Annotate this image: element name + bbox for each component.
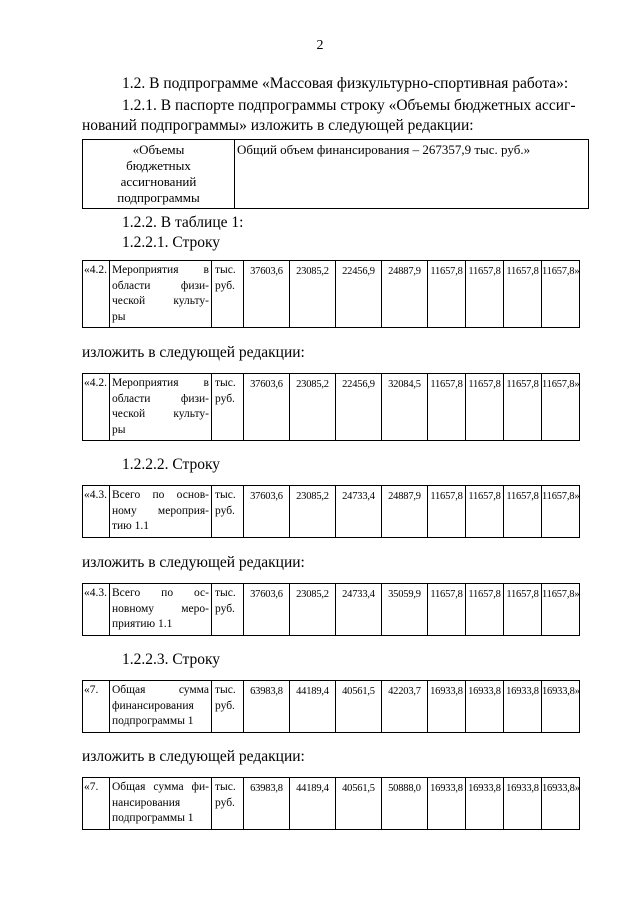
row-name-line: подпрограммы 1 (112, 715, 194, 727)
row-value-cell: 11657,8 (428, 486, 466, 538)
row-name-line: финансирования (112, 699, 194, 712)
row-value-cell: 63983,8 (244, 681, 290, 733)
row-code-cell: «4.2. (83, 374, 110, 441)
row-name-cell (110, 374, 212, 441)
row-name-line: подпрограммы 1 (112, 812, 194, 824)
row-unit-cell (212, 486, 244, 538)
row-name-line: области физи- (112, 392, 209, 405)
row-unit-cell (212, 584, 244, 636)
section-heading-1-2-2: 1.2.2. В таблице 1: (122, 214, 244, 231)
row-name-line: нансирования (112, 796, 181, 809)
row-unit-line: руб. (215, 392, 235, 405)
replace-instruction: изложить в следующей редакции: (82, 748, 305, 765)
passport-label-line: ассигнований (120, 174, 197, 189)
row-name-line: тию 1.1 (112, 520, 150, 532)
table-row (83, 374, 580, 441)
row-value-cell: 37603,6 (244, 261, 290, 328)
program-row-table (82, 777, 580, 830)
row-unit-cell (212, 374, 244, 441)
row-unit-line: тыс. (215, 489, 236, 501)
row-unit-line: тыс. (215, 587, 236, 599)
row-value-cell: 37603,6 (244, 584, 290, 636)
row-value-cell: 11657,8 (504, 374, 542, 441)
row-value-cell: 11657,8 (428, 261, 466, 328)
row-code-cell: «4.2. (83, 261, 110, 328)
row-name-line: Общая сумма фи- (112, 781, 209, 793)
row-unit-line: тыс. (215, 264, 236, 276)
row-value-cell: 23085,2 (290, 261, 336, 328)
program-row-table (82, 485, 580, 538)
row-name-line: Мероприятия в (112, 264, 209, 276)
row-code-cell: «7. (83, 778, 110, 830)
passport-table (82, 139, 589, 209)
table-row (83, 261, 580, 328)
row-name-line: ческой культу- (112, 295, 209, 307)
row-value-cell: 11657,8 (504, 261, 542, 328)
row-value-cell: 11657,8» (542, 584, 580, 636)
row-value-cell: 11657,8 (504, 486, 542, 538)
row-name-line: Всего по ос- (112, 587, 209, 599)
row-value-cell: 23085,2 (290, 584, 336, 636)
row-code-cell: «4.3. (83, 584, 110, 636)
row-value-cell: 40561,5 (336, 681, 382, 733)
row-unit-line: тыс. (215, 781, 236, 793)
page-number: 2 (316, 38, 324, 53)
row-value-cell: 50888,0 (382, 778, 428, 830)
row-name-line: Общая сумма (112, 684, 209, 696)
row-name-cell (110, 681, 212, 733)
row-unit-line: руб. (215, 602, 235, 615)
row-value-cell: 22456,9 (336, 261, 382, 328)
program-row-table (82, 373, 580, 441)
row-unit-line: тыс. (215, 377, 236, 389)
row-value-cell: 37603,6 (244, 486, 290, 538)
row-value-cell: 16933,8 (428, 778, 466, 830)
row-value-cell: 23085,2 (290, 486, 336, 538)
row-value-cell: 24887,9 (382, 486, 428, 538)
row-value-cell: 11657,8 (428, 374, 466, 441)
row-value-cell: 35059,9 (382, 584, 428, 636)
row-value-cell: 11657,8» (542, 261, 580, 328)
section-heading-1-2-1: 1.2.1. В паспорте подпрограммы строку «Объемы бюджетных ассиг- (122, 97, 576, 114)
passport-label-line: «Объемы (132, 142, 185, 157)
section-heading-1-2-2-2: 1.2.2.2. Строку (122, 456, 221, 473)
row-unit-line: руб. (215, 279, 235, 292)
row-value-cell: 24733,4 (336, 584, 382, 636)
replace-instruction: изложить в следующей редакции: (82, 554, 305, 571)
row-name-line: ческой культу- (112, 408, 209, 420)
row-name-line: ры (112, 310, 126, 323)
replace-instruction: изложить в следующей редакции: (82, 344, 305, 361)
row-unit-line: тыс. (215, 684, 236, 696)
row-name-cell (110, 778, 212, 830)
row-value-cell: 11657,8 (504, 584, 542, 636)
row-value-cell: 11657,8 (466, 261, 504, 328)
row-unit-line: руб. (215, 699, 235, 712)
row-name-line: ному мероприя- (112, 504, 209, 517)
row-unit-cell (212, 778, 244, 830)
row-value-cell: 11657,8» (542, 374, 580, 441)
row-name-line: Всего по основ- (112, 489, 209, 501)
row-value-cell: 16933,8 (466, 778, 504, 830)
row-unit-cell (212, 261, 244, 328)
program-row-table (82, 260, 580, 328)
row-value-cell: 44189,4 (290, 778, 336, 830)
row-name-line: приятию 1.1 (112, 618, 173, 630)
table-row (83, 681, 580, 733)
row-unit-cell (212, 681, 244, 733)
row-name-cell (110, 584, 212, 636)
row-name-cell (110, 486, 212, 538)
row-code-cell: «4.3. (83, 486, 110, 538)
row-value-cell: 16933,8 (428, 681, 466, 733)
table-row (83, 486, 580, 538)
row-unit-line: руб. (215, 796, 235, 809)
row-code-cell: «7. (83, 681, 110, 733)
row-value-cell: 37603,6 (244, 374, 290, 441)
row-name-line: новному меро- (112, 602, 209, 615)
row-unit-line: руб. (215, 504, 235, 517)
section-heading-1-2: 1.2. В подпрограмме «Массовая физкультурно-спортивная работа»: (122, 75, 569, 92)
table-row (83, 778, 580, 830)
row-value-cell: 23085,2 (290, 374, 336, 441)
row-value-cell: 44189,4 (290, 681, 336, 733)
row-value-cell: 11657,8 (466, 374, 504, 441)
passport-label-line: подпрограммы (117, 190, 200, 205)
row-value-cell: 16933,8 (466, 681, 504, 733)
row-value-cell: 24733,4 (336, 486, 382, 538)
row-value-cell: 11657,8 (466, 584, 504, 636)
row-value-cell: 63983,8 (244, 778, 290, 830)
row-value-cell: 11657,8 (466, 486, 504, 538)
passport-value-cell: Общий объем финансирования – 267357,9 тыс. руб.» (235, 140, 589, 209)
row-value-cell: 11657,8» (542, 486, 580, 538)
row-name-line: Мероприятия в (112, 377, 209, 389)
row-value-cell: 16933,8 (504, 681, 542, 733)
row-value-cell: 42203,7 (382, 681, 428, 733)
table-row (83, 584, 580, 636)
row-value-cell: 22456,9 (336, 374, 382, 441)
section-heading-1-2-1-cont: нований подпрограммы» изложить в следующей редакции: (82, 117, 474, 134)
row-value-cell: 16933,8» (542, 778, 580, 830)
passport-label-line: бюджетных (126, 158, 191, 173)
section-heading-1-2-2-3: 1.2.2.3. Строку (122, 651, 221, 668)
row-name-line: ры (112, 423, 126, 436)
row-value-cell: 24887,9 (382, 261, 428, 328)
row-value-cell: 32084,5 (382, 374, 428, 441)
row-value-cell: 11657,8 (428, 584, 466, 636)
program-row-table (82, 583, 580, 636)
section-heading-1-2-2-1: 1.2.2.1. Строку (122, 234, 221, 251)
program-row-table (82, 680, 580, 733)
row-value-cell: 16933,8» (542, 681, 580, 733)
row-value-cell: 40561,5 (336, 778, 382, 830)
row-name-line: области физи- (112, 279, 209, 292)
passport-label-cell (83, 140, 235, 209)
row-value-cell: 16933,8 (504, 778, 542, 830)
row-name-cell (110, 261, 212, 328)
